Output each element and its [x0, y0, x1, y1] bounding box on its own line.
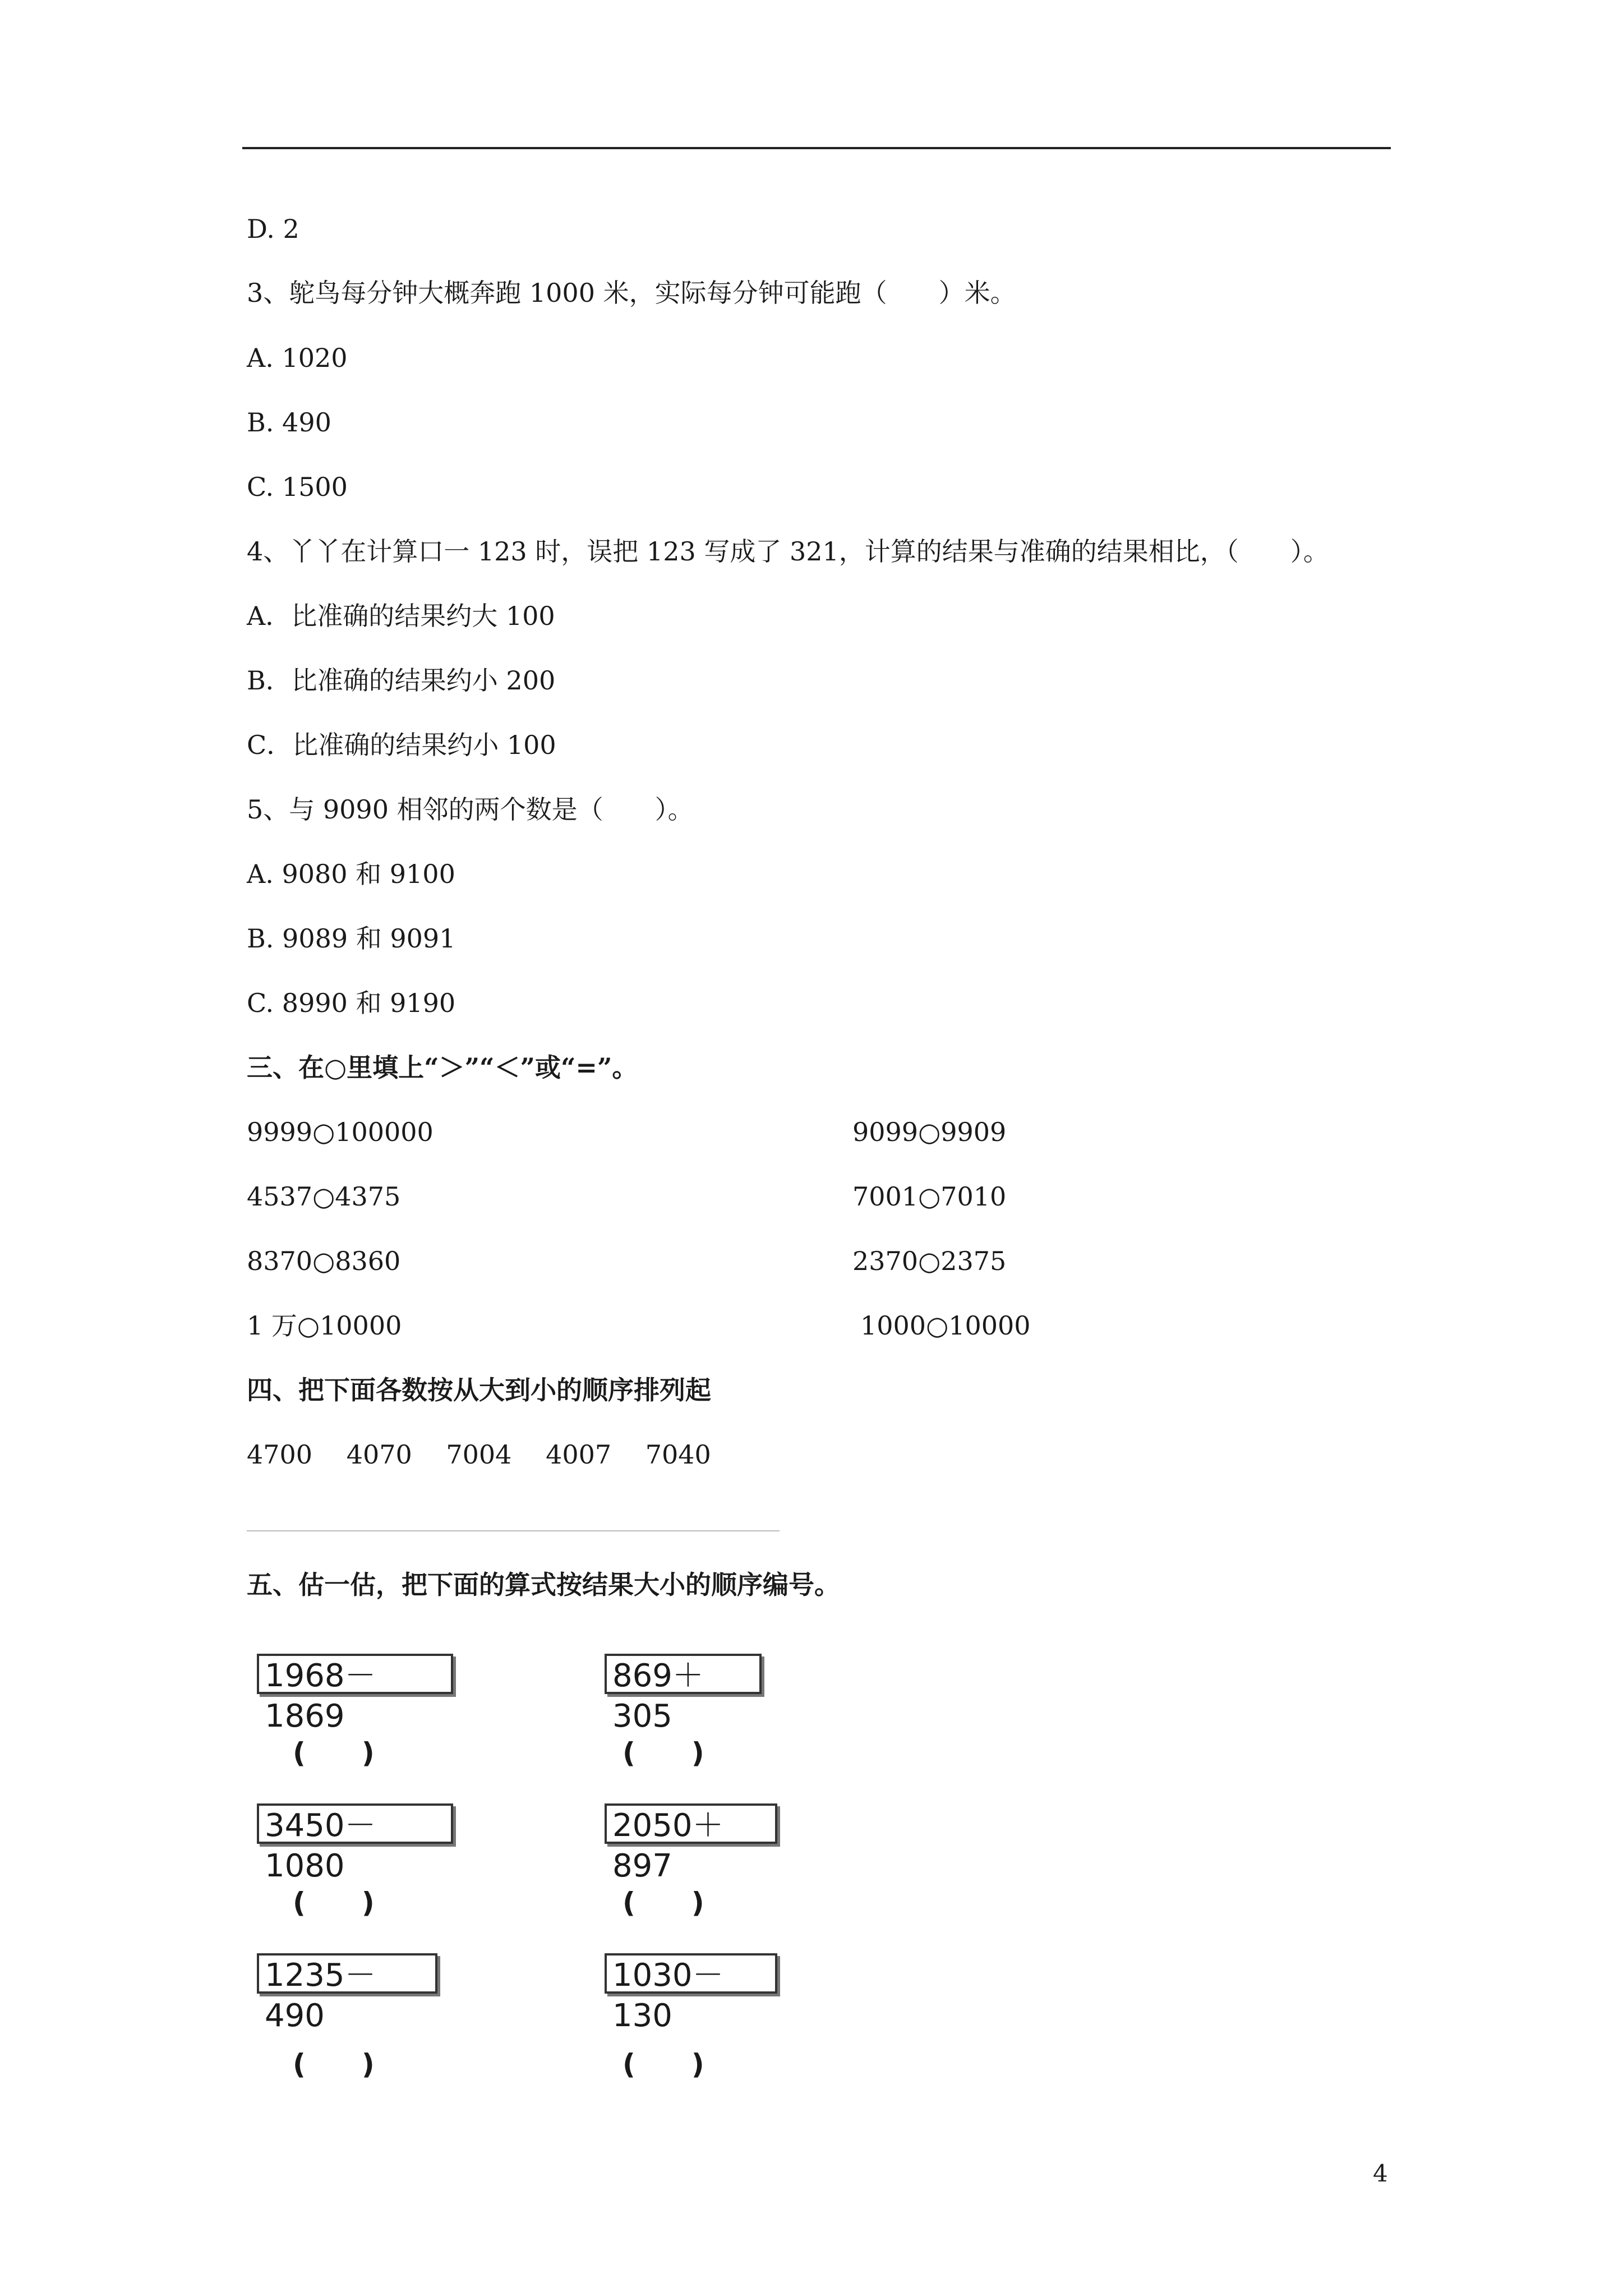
q3-option-b: B. 490 [247, 407, 331, 438]
q5-option-c: C. 8990 和 9190 [247, 988, 456, 1018]
answer-blank[interactable]: ( ) [293, 1737, 375, 1769]
answer-blank[interactable]: ( ) [623, 1737, 704, 1769]
answer-blank[interactable]: ( ) [293, 2048, 375, 2081]
q2-option-d: D. 2 [247, 214, 299, 244]
answer-blank[interactable]: ( ) [623, 2048, 704, 2081]
section3-title: 三、在○里填上“＞”“＜”或“=”。 [247, 1052, 638, 1083]
compare-item: 9999○100000 [247, 1117, 434, 1147]
header-rule [242, 147, 1391, 149]
compare-item: 9099○9909 [852, 1117, 1007, 1147]
section4-title: 四、把下面各数按从大到小的顺序排列起 [247, 1375, 711, 1405]
q3-option-a: A. 1020 [247, 343, 348, 373]
compare-item: 7001○7010 [852, 1181, 1007, 1212]
q5-question: 5、与 9090 相邻的两个数是（ ）。 [247, 794, 694, 825]
expression-box: 1030－130 [605, 1953, 777, 1994]
expression-box: 1968－1869 [257, 1654, 453, 1694]
compare-item: 8370○8360 [247, 1246, 401, 1276]
compare-item: 1 万○10000 [247, 1310, 402, 1341]
q5-option-b: B. 9089 和 9091 [247, 923, 456, 954]
compare-item: 4537○4375 [247, 1181, 401, 1212]
q4-question: 4、丫丫在计算口一 123 时，误把 123 写成了 321，计算的结果与准确的结果相比，（ ）。 [247, 536, 1329, 567]
answer-blank[interactable]: ( ) [623, 1887, 704, 1919]
answer-line[interactable] [247, 1530, 780, 1531]
q3-option-c: C. 1500 [247, 472, 348, 502]
numbers-to-sort: 4700 4070 7004 4007 7040 [247, 1439, 711, 1470]
expression-box: 1235－490 [257, 1953, 437, 1994]
q5-option-a: A. 9080 和 9100 [247, 859, 455, 889]
section5-title: 五、估一估，把下面的算式按结果大小的顺序编号。 [247, 1570, 840, 1600]
expression-box: 3450－1080 [257, 1803, 453, 1844]
compare-item: 2370○2375 [852, 1246, 1007, 1276]
compare-item: 1000○10000 [860, 1310, 1031, 1341]
q4-option-c: C．比准确的结果约小 100 [247, 730, 556, 760]
expression-box: 2050＋897 [605, 1803, 777, 1844]
expression-box: 869＋305 [605, 1654, 762, 1694]
q4-option-a: A．比准确的结果约大 100 [247, 601, 555, 631]
page-number: 4 [1373, 2160, 1388, 2187]
q3-question: 3、鸵鸟每分钟大概奔跑 1000 米，实际每分钟可能跑（ ）米。 [247, 278, 1016, 308]
q4-option-b: B．比准确的结果约小 200 [247, 665, 556, 696]
answer-blank[interactable]: ( ) [293, 1887, 375, 1919]
